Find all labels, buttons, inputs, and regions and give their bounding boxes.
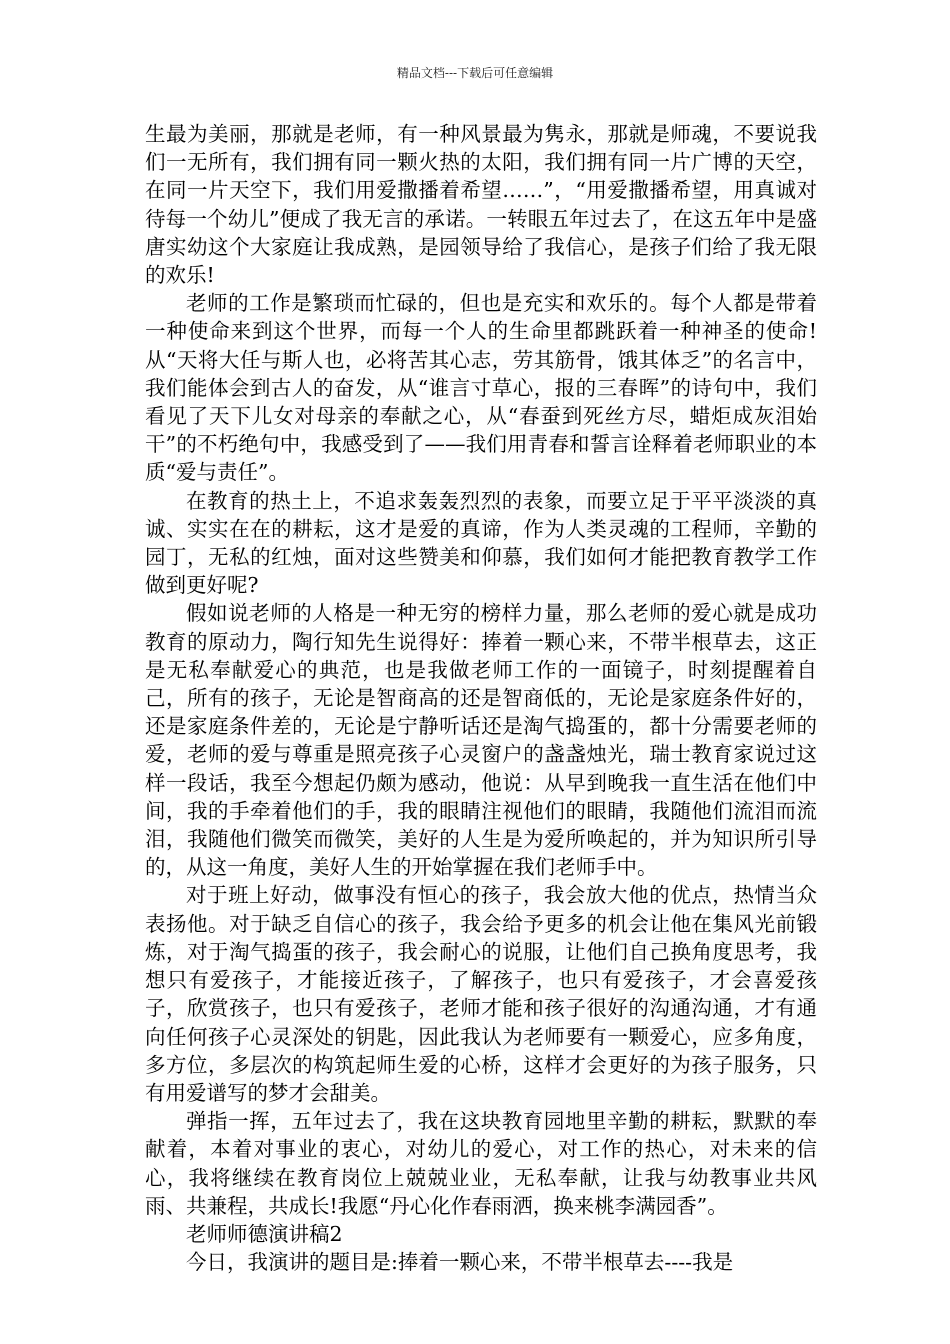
page-header: 精品文档---下载后可任意编辑 — [396, 66, 554, 80]
paragraph-5: 对于班上好动，做事没有恒心的孩子，我会放大他的优点，热情当众表扬他。对于缺乏自信心的孩子，我会给予更多的机会让他在集风光前锻炼，对于淘气捣蛋的孩子，我会耐心的说服，让他们自己换角度思考，我想只有爱孩子，才能接近孩子，了解孩子，也只有爱孩子，才会喜爱孩子，欣赏孩子，也只有爱孩子，老师才能和孩子很好的沟通沟通，才有通向任何孩子心灵深处的钥匙，因此我认为老师要有一颗爱心，应多角度，多方位，多层次的构筑起师生爱的心桥，这样才会更好的为孩子服务，只有用爱谱写的梦才会甜美。 — [145, 883, 817, 1105]
paragraph-2: 老师的工作是繁琐而忙碌的，但也是充实和欢乐的。每个人都是带着一种使命来到这个世界，而每一个人的生命里都跳跃着一种神圣的使命!从“天将大任与斯人也，必将苦其心志，劳其筋骨，饿其体乏”的名言中，我们能体会到古人的奋发，从“谁言寸草心，报的三春晖”的诗句中，我们看见了天下儿女对母亲的奉献之心，从“春蚕到死丝方尽，蜡炬成灰泪始干”的不朽绝句中，我感受到了——我们用青春和誓言诠释着老师职业的本质“爱与责任”。 — [145, 291, 817, 485]
section-heading: 老师师德演讲稿2 — [186, 1221, 343, 1246]
paragraph-1: 生最为美丽，那就是老师，有一种风景最为隽永，那就是师魂，不要说我们一无所有，我们拥有同一颗火热的太阳，我们拥有同一片广博的天空，在同一片天空下，我们用爱撒播着希望……”，“用爱撒播希望，用真诚对待每一个幼儿”便成了我无言的承诺。一转眼五年过去了，在这五年中是盛唐实幼这个大家庭让我成熟，是园领导给了我信心，是孩子们给了我无限的欢乐! — [145, 122, 817, 288]
paragraph-7: 今日，我演讲的题目是:捧着一颗心来，不带半根草去----我是 — [186, 1250, 734, 1275]
paragraph-3: 在教育的热土上，不追求轰轰烈烈的表象，而要立足于平平淡淡的真诚、实实在在的耕耘，这才是爱的真谛，作为人类灵魂的工程师，辛勤的园丁，无私的红烛，面对这些赞美和仰慕，我们如何才能把教育教学工作做到更好呢? — [145, 488, 817, 598]
document-body — [145, 120, 817, 1276]
paragraph-4: 假如说老师的人格是一种无穷的榜样力量，那么老师的爱心就是成功教育的原动力，陶行知先生说得好：捧着一颗心来，不带半根草去，这正是无私奉献爱心的典范，也是我做老师工作的一面镜子，时刻提醒着自己，所有的孩子，无论是智商高的还是智商低的，无论是家庭条件好的，还是家庭条件差的，无论是宁静听话还是淘气捣蛋的，都十分需要老师的爱，老师的爱与尊重是照亮孩子心灵窗户的盏盏烛光，瑞士教育家说过这样一段话，我至今想起仍颇为感动，他说：从早到晚我一直生活在他们中间，我的手牵着他们的手，我的眼睛注视他们的眼睛，我随他们流泪而流泪，我随他们微笑而微笑，美好的人生是为爱所唤起的，并为知识所引导的，从这一角度，美好人生的开始掌握在我们老师手中。 — [145, 601, 817, 880]
paragraph-6: 弹指一挥，五年过去了，我在这块教育园地里辛勤的耕耘，默默的奉献着，本着对事业的衷心，对幼儿的爱心，对工作的热心，对未来的信心，我将继续在教育岗位上兢兢业业，无私奉献，让我与幼教事业共风雨、共兼程，共成长!我愿“丹心化作春雨洒，换来桃李满园香”。 — [145, 1109, 817, 1218]
